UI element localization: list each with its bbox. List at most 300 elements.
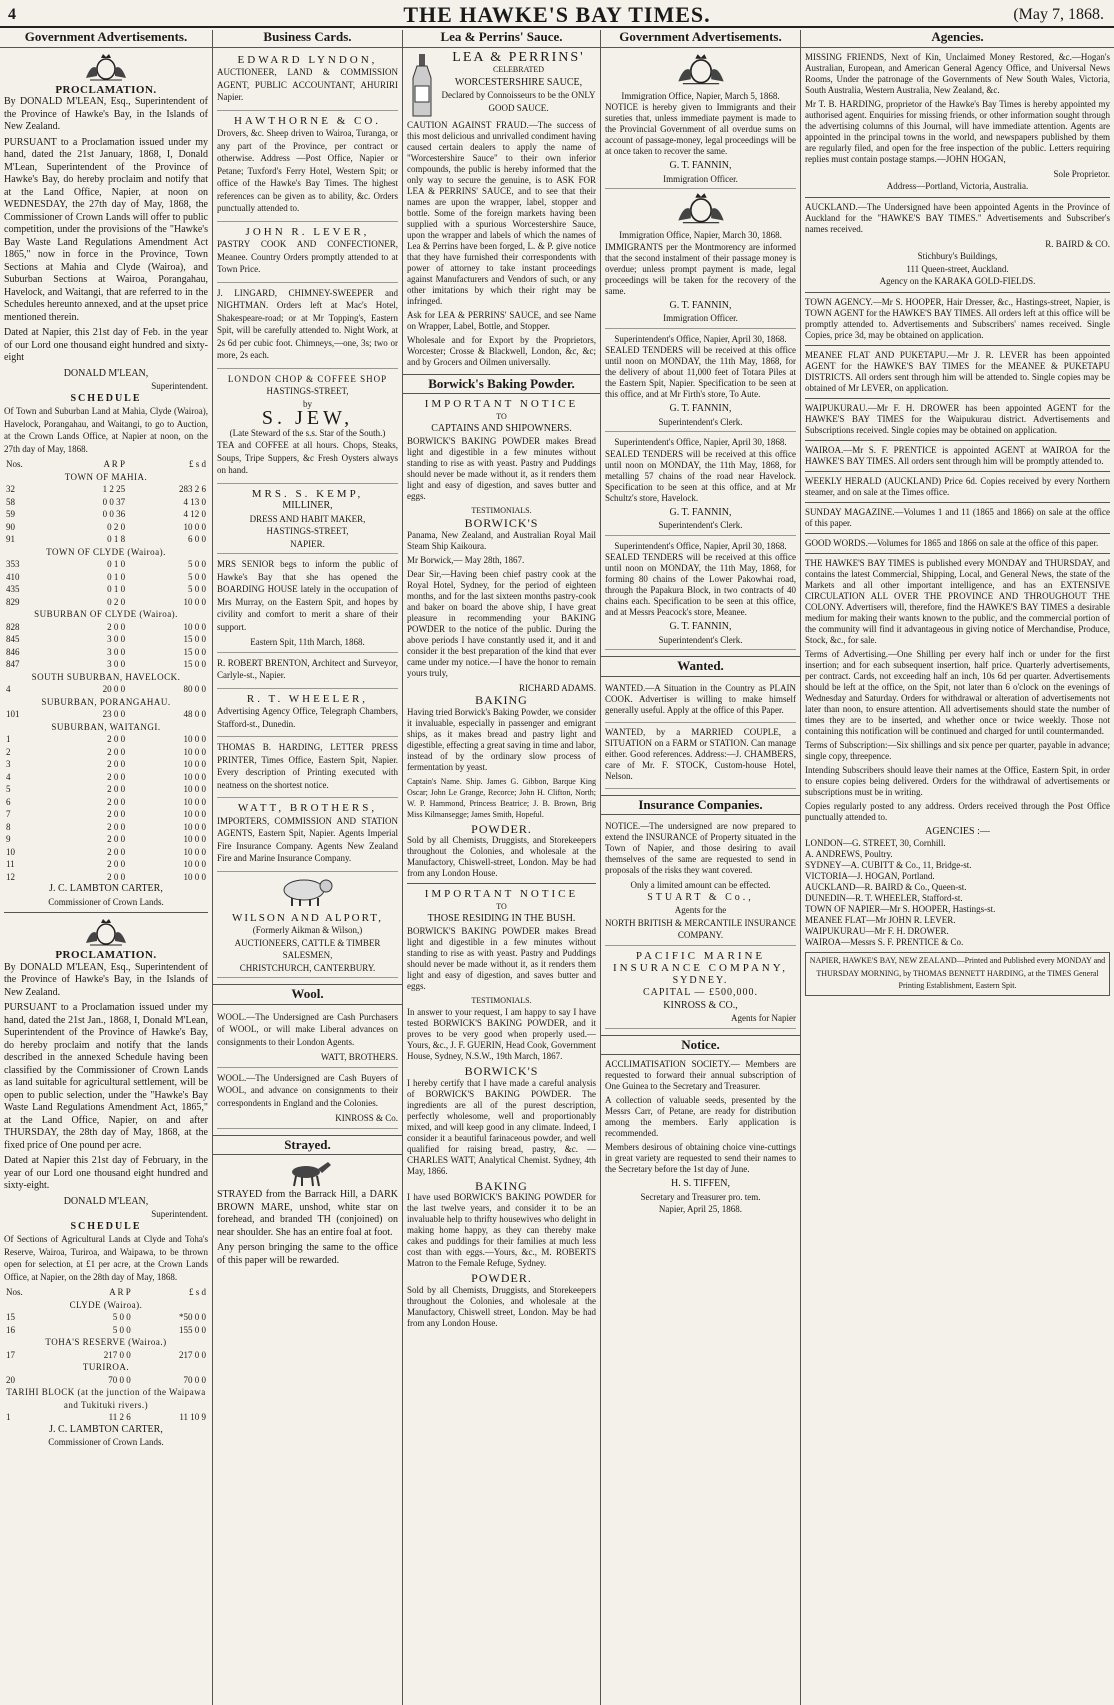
table-cell: 1 2 25 (102, 484, 126, 494)
table-cell: 846 (6, 646, 20, 657)
table-cell: 10 0 0 (183, 821, 206, 832)
section-heading-strayed: Strayed. (213, 1135, 402, 1156)
masthead (0, 0, 1114, 28)
ad-town: SYDNEY. (672, 974, 729, 986)
table-cell: 10 0 0 (183, 784, 206, 794)
table-cell: 1 (6, 1412, 11, 1422)
agency-list-item: WAIROA—Messrs S. F. PRENTICE & Co. (805, 937, 964, 947)
testimonial-title: BORWICK'S (464, 1064, 539, 1078)
table-cell: 11 (6, 859, 15, 869)
notice-signer-title: Immigration Officer. (663, 173, 738, 184)
section-heading-wool: Wool. (213, 984, 402, 1005)
proclamation-title: PROCLAMATION. (55, 949, 157, 961)
testimonial-title: BORWICK'S (464, 516, 539, 530)
table-cell: 0 1 0 (107, 559, 126, 569)
table-cell: 0 1 8 (107, 534, 126, 544)
notice-body: IMMIGRANTS per the Montmorency are informed that the second instalment of their passage money is overdue; unless prompt payment is made, legal proceedings will be taken for the recovery of the same. (605, 241, 796, 296)
ad-signer: STUART & Co., (647, 891, 754, 903)
advertising-terms: Terms of Advertising.—One Shilling per every half inch or under for the first insertion; and for each subsequent insertion, half price. Quarterly advertisements, per contract. Cards, not exceeding half an inch, 10s 6d per quarter. Advertisements should be left at the office, on the Spit, not later than 6 o'clock on the evenings of Wednesday and Saturday. Orders for withdrawal or alteration of advertisements not later than noon, to ensure attention. All advertisements should state the number of times they are to be inserted, and whether once or twice weekly. Those not containing this notification will be continued and charged for until countermanded. (805, 648, 1110, 736)
agency-hogan-detail: Mr T. B. HARDING, proprietor of the Hawke's Bay Times is hereby appointed my authorised agent. Enquiries for missing friends, or other information sought through the advertising columns of this Journal, will have immediate attention. Agents are appointed in the principal towns in the world, and newspapers published by them are regularly filed, and open for the free inspection of the public. Letters requiring replies must contain postage stamps.—JOHN HOGAN, (805, 98, 1110, 164)
column-heading: Government Advertisements. (601, 30, 800, 48)
table-cell: 217 0 0 (103, 1349, 131, 1360)
ad-agents: Agents for Napier (731, 1013, 796, 1023)
table-cell: 0 2 0 (107, 596, 126, 607)
notice-body: SEALED TENDERS will be received at this office until noon on MONDAY, the 11th May, 1868, for forming 80 chains of the Lower Pakowhai road, through the Papakura Block, in two contracts of 40 chains each. Specification to be seen at this office, and at Messrs Peacock's store, Meanee. (605, 552, 796, 617)
ad-lever (217, 224, 398, 283)
notice-place: Immigration Office, Napier, March 30, 1868. (619, 230, 782, 240)
table-row (4, 1349, 208, 1362)
column-government-advertisements-2 (600, 30, 800, 1705)
table-cell: 829 (6, 596, 20, 607)
ad-body: PASTRY COOK AND CONFECTIONER, Meanee. Country Orders promptly attended to at Town Price. (217, 239, 398, 274)
ad-note: (Late Steward of the s.s. Star of the South.) (229, 427, 386, 438)
table-cell: 3 (6, 759, 11, 769)
table-cell: 6 0 0 (188, 534, 206, 544)
ad-body: J. LINGARD, CHIMNEY-SWEEPER and NIGHTMAN. Orders left at Mac's Hotel, Shakespeare-road; or at Mr Topping's, Eastern Spit, will be carefully attended to. Night Work, at 2s 6d per cubic foot. Chimneys,—one, 3s; two or more, 2s each. (217, 287, 398, 360)
table-row (4, 1324, 208, 1337)
subscriber-notice: Intending Subscribers should leave their names at the Office, Eastern Spit, in order to ensure copies being delivered. Orders for the withdrawal of advertisements or subscriptions must be in writing. (805, 764, 1110, 797)
section-heading-borwick: Borwick's Baking Powder. (403, 374, 600, 395)
table-cell: 4 (6, 771, 11, 782)
table-cell: 5 (6, 784, 11, 794)
testimonial-title: POWDER. (471, 1271, 532, 1285)
table-cell: 10 (6, 846, 15, 857)
good-words: GOOD WORDS.—Volumes for 1865 and 1866 on sale at the office of this paper. (805, 537, 1099, 548)
testimonial-body: Sold by all Chemists, Druggists, and Storekeepers throughout the Colonies, and wholesale at the Manufactory, Chiswell-street, London. May be had from any London House. (407, 835, 596, 878)
table-header-cell: £ s d (188, 459, 206, 469)
page-number: 4 (8, 6, 16, 23)
agency-auckland-signer: R. BAIRD & CO. (1045, 238, 1110, 249)
table-cell: 101 (6, 709, 20, 719)
table-group-row (4, 1299, 208, 1312)
commissioner-name: J. C. LAMBTON CARTER, (49, 883, 163, 894)
caution-text: CAUTION AGAINST FRAUD.—The success of this most delicious and unrivalled condiment having caused certain dealers to apply the name of "Worcestershire Sauce" to their own inferior compounds, the public is hereby informed that the only way to secure the genuine, is to ASK FOR LEA & PERRINS' SAUCE, and to see that their names are upon the wrapper, label, stopper and bottle. Some of the foreign markets having been supplied with a spurious Worcestershire Sauce, upon the wrapper and labels of which the names of Lea & Perrins have been forged, L. & P. give notice that they have furnished their correspondents with power of attorney to take instant proceedings against Manufacturers and Vendors of such, or any other imitations by which their right may be infringed. (407, 119, 596, 306)
table-cell: 15 0 0 (183, 634, 206, 644)
product-celebrated: CELEBRATED (492, 65, 545, 74)
table-cell: 10 0 0 (183, 596, 206, 607)
table-row (4, 833, 208, 846)
subscription-terms: Terms of Subscription:—Six shillings and six pence per quarter, payable in advance; single copy, threepence. (805, 739, 1110, 761)
table-group-row (4, 608, 208, 621)
schedule-description: Of Sections of Agricultural Lands at Clyde and Toha's Reserve, Wairoa, Turiroa, and Waipawa, to be thrown open for selection, at £1 per acre, at the Crown Lands Office, at Napier, on the 28th day of May, 1868. (4, 1234, 208, 1282)
ad-town: CHRISTCHURCH, CANTERBURY. (239, 962, 376, 973)
posting-notice: Copies regularly posted to any address. Orders received through the Post Office punctually attended to. (805, 800, 1110, 822)
table-cell: 1 (6, 734, 11, 744)
table-cell: 353 (6, 559, 20, 569)
ad-body: WOOL.—The Undersigned are Cash Buyers of WOOL, and advance on consignments to their correspondents in England and the Colonies. (217, 1072, 398, 1108)
notice-body: SEALED TENDERS will be received at this office until noon on MONDAY, the 11th May, 1868, for the delivery of about 11,000 feet of Totara Piles at the Eastern Spit, Napier. Specification to be seen at this office, and at Mr Firth's store, To Aute. (605, 345, 796, 399)
agency-auckland-address: Stichbury's Buildings, (917, 251, 998, 261)
royal-crest-icon (671, 52, 731, 86)
ad-company: NORTH BRITISH & MERCANTILE INSURANCE COMPANY. (605, 917, 796, 940)
testimonial-body: I hereby certify that I have made a careful analysis of BORWICK'S BAKING POWDER. The ingredients are all of the purest description, perfectly wholesome, well and proportionably mixed, and will keep good in any climate. Indeed, I consider it a beautiful farinaceous powder, and well qualified for raising bread, pastry, &c. —CHARLES WATT, Analytical Chemist. Sydney, 4th May, 1866. (407, 1077, 596, 1176)
column-business-cards (212, 30, 402, 1705)
table-header-row (4, 1286, 208, 1299)
table-cell: 32 (6, 484, 15, 494)
table-cell: 0 0 36 (102, 509, 126, 519)
table-cell: 0 1 0 (107, 571, 126, 582)
ad-body: MRS SENIOR begs to inform the public of Hawke's Bay that she has opened the BOARDING HOUSE lately in the occupation of Mrs Murray, on the Eastern Spit, and hopes by civility and comfort to merit a share of their support. (217, 559, 398, 632)
signer-name: DONALD M'LEAN, (63, 1195, 149, 1207)
table-cell: 70 0 0 (183, 1374, 206, 1385)
table-cell: 8 (6, 821, 11, 832)
ad-name: JOHN R. LEVER, (245, 225, 370, 238)
table-cell: 15 0 0 (183, 646, 206, 657)
table-cell: 5 0 0 (112, 1324, 131, 1335)
table-row (4, 621, 208, 634)
ad-body: WANTED.—A Situation in the Country as PLAIN COOK. Advertiser is willing to make himself generally useful. Apply at the office of this Paper. (605, 682, 796, 715)
section-heading-insurance: Insurance Companies. (601, 795, 800, 816)
table-row (4, 796, 208, 809)
table-group-row (4, 721, 208, 734)
table-cell: 17 (6, 1349, 15, 1360)
agency-list-item: A. ANDREWS, Poultry. (805, 849, 893, 859)
table-group-name: TARIHI BLOCK (at the junction of the Waipawa and Tukituki rivers.) (6, 1387, 206, 1410)
agency-auckland-address: 111 Queen-street, Auckland. (906, 263, 1009, 274)
ad-body: R. ROBERT BRENTON, Architect and Surveyor, Carlyle-st., Napier. (217, 657, 398, 680)
table-cell: 2 0 0 (107, 834, 126, 844)
table-group-row (4, 471, 208, 484)
ad-wanted-couple (605, 725, 796, 789)
table-header-cell: A R P (109, 1287, 131, 1297)
notice-signer-title: Superintendent's Clerk. (658, 416, 743, 427)
column-lea-perrins (402, 30, 600, 1705)
agency-list-item: DUNEDIN—R. T. WHEELER, Stafford-st. (805, 893, 963, 903)
signer-title: Superintendent. (151, 381, 208, 391)
table-group-name: TURIROA. (82, 1362, 130, 1372)
table-row (4, 633, 208, 646)
table-cell: 15 0 0 (183, 659, 206, 669)
ad-senior (217, 556, 398, 653)
table-cell: 4 13 0 (183, 496, 206, 507)
agency-list-item: LONDON—G. STREET, 30, Cornhill. (805, 838, 946, 848)
notice-signer: G. T. FANNIN, (669, 403, 732, 414)
ad-name: MRS. S. KEMP, (251, 487, 364, 500)
signer-title: Superintendent. (151, 1209, 208, 1219)
table-cell: 155 0 0 (179, 1324, 206, 1335)
agency-list-item: TOWN OF NAPIER—Mr S. HOOPER, Hastings-st. (805, 904, 996, 914)
ad-name: PACIFIC MARINE INSURANCE COMPANY, (612, 949, 789, 974)
ad-kemp (217, 486, 398, 555)
table-group-row (4, 671, 208, 684)
ad-wool-watt (217, 1009, 398, 1068)
testimonial-title: BAKING (475, 693, 528, 707)
proclamation-intro: By DONALD M'LEAN, Esq., Superintendent of the Province of Hawke's Bay, in the Islands of New Zealand. (4, 961, 208, 998)
testimonial-title: POWDER. (471, 821, 532, 836)
table-cell: 58 (6, 496, 15, 507)
ad-limited: Only a limited amount can be effected. (630, 880, 771, 890)
proclamation-body: PURSUANT to a Proclamation issued under my hand, dated the 21st Jan., 1868, I, Donald M'Lean, Superintendent of the Province of Hawke's Bay, do hereby proclaim and notify that the lands described in the annexed Schedule having been classified by the Commissioner of Crown Lands as land suitable for agricultural settlement, will be open to public selection, under the "Hawke's Bay Waste Land Regulations Amendment Act, 1865," at the Land Office, Napier, on and after THURSDAY, the 28th day of May, 1868, at the fixed price of One pound per acre. (4, 1002, 208, 1151)
ad-body: IMPORTERS, COMMISSION AND STATION AGENTS, Eastern Spit, Napier. Agents Imperial Fire Insurance Company. Agents New Zealand Fire and Marine Insurance Company. (217, 815, 398, 863)
schedule-title: SCHEDULE (70, 1220, 142, 1232)
ad-by: by (303, 398, 312, 409)
table-cell: 2 0 0 (107, 796, 126, 807)
ad-signer: WATT, BROTHERS. (320, 1052, 398, 1062)
table-row (4, 758, 208, 771)
table-cell: 70 0 0 (108, 1374, 131, 1385)
sheep-illustration-icon (268, 874, 348, 908)
agency-list-item: MEANEE FLAT—Mr JOHN R. LEVER. (805, 915, 956, 925)
table-header-cell: £ s d (188, 1287, 206, 1297)
table-cell: 410 (6, 571, 20, 582)
ad-title: LONDON CHOP & COFFEE SHOP (227, 373, 388, 384)
ad-body: WOOL.—The Undersigned are Cash Purchasers of WOOL, or will make Liberal advances on consignments to their London Agents. (217, 1011, 398, 1047)
agricultural-schedule-table (4, 1286, 208, 1424)
ad-wheeler (217, 691, 398, 738)
testimonial-signer: RICHARD ADAMS. (518, 682, 596, 693)
testimonial-body: Having tried Borwick's Baking Powder, we consider it invaluable, especially in passenger and emigrant ships, as it makes bread and pastry light and digestible, effecting a great saving in time and labor, instead of by the ordinary slow process of fermentation by yeast. (407, 706, 596, 772)
table-group-name: SUBURBAN, WAITANGI. (51, 721, 161, 732)
table-cell: 2 0 0 (107, 771, 126, 782)
column-heading: Business Cards. (213, 30, 402, 48)
table-cell: 0 1 0 (107, 584, 126, 594)
table-cell: 2 0 0 (107, 621, 126, 632)
table-row (4, 558, 208, 571)
agency-hogan-address: Address—Portland, Victoria, Australia. (886, 181, 1029, 191)
table-cell: 10 0 0 (183, 834, 206, 844)
ad-trade: AUCTIONEERS, CATTLE & TIMBER SALESMEN, (234, 937, 381, 960)
table-cell: 10 0 0 (183, 734, 206, 744)
section-heading-wanted: Wanted. (601, 656, 800, 677)
table-row (4, 596, 208, 609)
table-cell: 2 0 0 (107, 784, 126, 794)
table-header-row (4, 458, 208, 471)
table-group-row (4, 546, 208, 559)
product-name: LEA & PERRINS' (452, 51, 585, 65)
table-cell: 90 (6, 521, 15, 532)
table-row (4, 846, 208, 859)
table-row (4, 746, 208, 759)
agency-list-item: WAIPUKURAU—Mr F. H. DROWER. (805, 926, 949, 936)
agency-goldfields: Agency on the KARAKA GOLD-FIELDS. (879, 276, 1036, 286)
table-cell: 10 0 0 (183, 859, 206, 869)
ad-body: TEA and COFFEE at all hours. Chops, Steaks, Soups, Tripe Suppers, &c Fresh Oysters always on hand. (217, 440, 398, 475)
agency-meanee: MEANEE FLAT AND PUKETAPU.—Mr J. R. LEVER has been appointed AGENT for the HAWKE'S BAY TIMES for the MEANEE & PUKETAPU DISTRICTS. All orders sent through him will be attended to. Single copies may be obtained of Mr LEVER, on application. (805, 349, 1110, 393)
ad-town: NAPIER. (290, 538, 325, 549)
table-row (4, 521, 208, 534)
table-cell: 10 0 0 (183, 621, 206, 632)
schedule-title: SCHEDULE (70, 392, 142, 404)
table-row (4, 771, 208, 784)
agency-list-item: AUCKLAND—R. BAIRD & Co., Queen-st. (805, 882, 967, 892)
ad-name: WATT, BROTHERS, (237, 802, 378, 814)
notice-immigration-2 (605, 227, 796, 329)
table-row (4, 1374, 208, 1387)
testimonial-ship: Panama, New Zealand, and Australian Royal Mail Steam Ship Kaikoura. (407, 529, 596, 551)
ad-signer: KINROSS & Co. (335, 1113, 398, 1123)
agency-list-item: SYDNEY—A. CUBITT & Co., 11, Bridge-st. (805, 860, 972, 870)
sunday-magazine: SUNDAY MAGAZINE.—Volumes 1 and 11 (1865 and 1866) on sale at the office of this paper. (805, 506, 1110, 528)
table-row (4, 533, 208, 546)
table-cell: 10 0 0 (183, 809, 206, 819)
notice-to: TO (496, 411, 507, 421)
table-group-name: SUBURBAN, PORANGAHAU. (41, 696, 171, 707)
ad-north-british (605, 819, 796, 946)
column-heading: Government Advertisements. (0, 30, 212, 48)
ad-street: HASTINGS-STREET, (266, 386, 349, 396)
proclamation-body: PURSUANT to a Proclamation issued under my hand, dated the 21st January, 1868, I, Donald M'Lean, Superintendent of the Province of Hawke's Bay, do hereby proclaim and notify that at the Land Office, Napier, at noon on WEDNESDAY, the 27th day of May, 1868, the Commissioner of Crown Lands will offer to public competition, under the provisions of the "Hawke's Bay Waste Land Regulations Amendment Act 1865," now in force in the Province, Town Sections at Mahia and Clyde (Wairoa), and Suburban Sections at Wairoa, Porangahau, Havelock, and Waitangi, that are referred to in the Schedules hereunto annexed, and at the upset price mentioned therein. (4, 136, 208, 323)
table-group-row (4, 1386, 208, 1411)
notice-place: Immigration Office, Napier, March 5, 1868. (621, 90, 780, 101)
ad-body: Drovers, &c. Sheep driven to Wairoa, Turanga, or any part of the Province, per contract or otherwise. Address —Post Office, Napier or Petane; Tuxford's Ferry Hotel, Western Spit; or office of the Hawke's Bay Times. The highest references can be given as to ability, &c. Orders punctually attended to. (217, 128, 398, 213)
table-cell: 11 10 9 (179, 1412, 206, 1422)
notice-tender-3 (605, 538, 796, 651)
commissioner-title: Commissioner of Crown Lands. (48, 896, 164, 907)
strayed-body: STRAYED from the Barrack Hill, a DARK BROWN MARE, unshod, white star on forehead, and branded TH (conjoined) on near shoulder. She has an entire foal at foot. (217, 1189, 398, 1238)
notice-tender-2 (605, 434, 796, 536)
ad-street: HASTINGS-STREET, (266, 526, 349, 536)
table-cell: 847 (6, 659, 20, 669)
notice-signer: G. T. FANNIN, (669, 160, 732, 171)
column-heading: Lea & Perrins' Sauce. (403, 30, 600, 48)
ad-wilson-alport (217, 910, 398, 979)
table-cell: 10 0 0 (183, 759, 206, 769)
table-cell: 12 (6, 871, 15, 882)
signer-name: DONALD M'LEAN, (63, 367, 149, 379)
table-cell: 16 (6, 1324, 15, 1335)
notice-signer: G. T. FANNIN, (669, 299, 732, 311)
table-cell: 217 0 0 (179, 1349, 206, 1360)
table-cell: 2 0 0 (107, 809, 126, 819)
agencies-title: AGENCIES :— (925, 825, 990, 837)
wholesale-text: Wholesale and for Export by the Proprietors, Worcester; Crosse & Blackwell, London, &c, &c; and by Grocers and Oilmen universally. (407, 334, 596, 367)
testimonial-body: In answer to your request, I am happy to say I have tested BORWICK'S BAKING POWDER, and it proves to be very good when properly used.—Yours, &c., J. F. GUERIN, Head Cook, Government House, Sydney, N.S.W., 19th March, 1867. (407, 1007, 596, 1061)
ad-body: Advertising Agency Office, Telegraph Chambers, Stafford-st., Dunedin. (217, 706, 398, 729)
table-cell: 91 (6, 534, 15, 544)
table-cell: 2 0 0 (107, 746, 126, 757)
table-cell: 5 0 0 (188, 559, 206, 569)
section-heading-notice: Notice. (601, 1035, 800, 1056)
table-group-name: CLYDE (Wairoa). (69, 1299, 143, 1310)
ad-harding (217, 739, 398, 798)
table-cell: 80 0 0 (183, 684, 206, 694)
notice-tender-1 (605, 331, 796, 433)
table-cell: 2 0 0 (107, 846, 126, 857)
column-heading: Agencies. (801, 30, 1114, 48)
table-row (4, 821, 208, 834)
notice-signer-title: Superintendent's Clerk. (658, 634, 743, 645)
table-cell: 3 0 0 (107, 634, 126, 644)
notice-to: TO (496, 901, 507, 911)
ad-name: EDWARD LYNDON, (237, 53, 378, 66)
testimonial-body: I have used BORWICK'S BAKING POWDER for the last twelve years, and consider it to be an invaluable help to thrifty housewives who delight in making home happy, as they can thereby make cakes and puddings for their families at much less cost than with eggs.—Yours, &c., M. ROBERTS Matron to the Female Refuge, Sydney. (407, 1192, 596, 1268)
ad-body: WANTED, by a MARRIED COUPLE, a SITUATION on a FARM or STATION. Can manage either. Good references. Address:—J. CHAMBERS, care of Mr. F. STOCK, Custom-house Hotel, Nelson. (605, 726, 796, 781)
table-cell: 0 0 37 (102, 496, 126, 507)
ad-watt (217, 800, 398, 872)
proclamation-intro: By DONALD M'LEAN, Esq., Superintendent of the Province of Hawke's Bay, in the Islands of New Zealand. (4, 96, 208, 132)
table-cell: 10 0 0 (183, 771, 206, 782)
ad-name: WILSON AND ALPORT, (232, 911, 383, 924)
testimonial-body: Dear Sir,—Having been chief pastry cook at the Royal Hotel, Sydney, for the period of eighteen months, and for the last sixteen months pastry-cook and baker on board the above ship, I have great pleasure in recommending your BAKING POWDER to the notice of the public. During the above periods I have constantly used it, and it and consider it the best preparation of the kind that ever came under my notice.—I have the honor to remain yours truly, (407, 568, 596, 678)
ad-capital: CAPITAL — £500,000. (642, 987, 759, 998)
issue-date: (May 7, 1868. (1013, 6, 1104, 23)
notice-immigration-1 (605, 88, 796, 190)
table-row (4, 708, 208, 721)
table-row (4, 646, 208, 659)
table-cell: 59 (6, 509, 15, 519)
testimonial-body: Sold by all Chemists, Druggists, and Storekeepers throughout the Colonies, and wholesale at the Manufactory, Chiswell street, London. May be had from any London House. (407, 1284, 596, 1328)
ad-brenton (217, 655, 398, 689)
table-cell: 20 0 0 (102, 684, 126, 694)
acclimatisation-signer: H. S. TIFFEN, (671, 1178, 730, 1189)
sauce-bottle-icon (407, 52, 437, 120)
ad-agents: Agents for the (674, 905, 727, 915)
ad-hawthorne (217, 113, 398, 222)
ad-former: (Formerly Aikman & Wilson,) (252, 925, 363, 935)
table-group-row (4, 1336, 208, 1349)
agency-list-item: VICTORIA—J. HOGAN, Portland. (805, 871, 935, 881)
notice-body: BORWICK'S BAKING POWDER makes Bread light and digestible in a few minutes without standing to rise as with yeast. Pastry and Puddings should never be made without it, as it renders them light and easy of digestion, and saves butter and eggs. (407, 925, 596, 991)
table-group-name: TOWN OF MAHIA. (64, 471, 148, 482)
proclamation-dated: Dated at Napier, this 21st day of Feb. in the year of our Lord one thousand eight hundred and sixty-eight (4, 327, 208, 363)
notice-signer: G. T. FANNIN, (669, 506, 732, 518)
acclimatisation-place: Napier, April 25, 1868. (658, 1204, 743, 1214)
agency-hogan-title: Sole Proprietor. (1053, 168, 1110, 179)
table-row (4, 733, 208, 746)
strayed-reward: Any person bringing the same to the office of this paper will be rewarded. (217, 1242, 398, 1266)
commissioner-title: Commissioner of Crown Lands. (48, 1437, 164, 1447)
ad-wanted-cook (605, 681, 796, 723)
table-cell: 2 0 0 (107, 759, 126, 769)
testimonial-salute: Mr Borwick,— May 28th, 1867. (407, 554, 525, 565)
table-cell: 0 2 0 (107, 521, 126, 532)
table-row (4, 483, 208, 496)
table-cell: 435 (6, 584, 20, 594)
royal-crest-icon (82, 917, 130, 947)
table-cell: 20 (6, 1374, 15, 1385)
product-declared: Declared by Connoisseurs to be the ONLY GOOD SAUCE. (441, 90, 596, 113)
testimonials-label: TESTIMONIALS. (471, 505, 532, 515)
horse-illustration-icon (278, 1159, 338, 1187)
table-cell: 2 0 0 (107, 859, 126, 869)
table-cell: 3 0 0 (107, 659, 126, 669)
table-cell: 2 (6, 746, 11, 757)
agency-hogan: MISSING FRIENDS, Next of Kin, Unclaimed Money Restored, &c.—Hogan's Australian, European, and American General Agency Office, and Universal News Rooms, Under the patronage of the Governments of New South Wales, Victoria, South Australia, Western Australia, New Zealand, &c. (805, 51, 1110, 95)
notice-subtitle: CAPTAINS AND SHIPOWNERS. (431, 423, 572, 434)
notice-place: Superintendent's Office, Napier, April 30, 1868. (614, 333, 787, 344)
ad-chop-house (217, 371, 398, 484)
ad-signer: KINROSS & CO., (663, 999, 738, 1011)
ad-body: NOTICE.—The undersigned are now prepared to extend the INSURANCE of Property situated in the Town of Napier, and those desiring to avail themselves of the same are requested to send in proposals of the risks they want covered. (605, 821, 796, 875)
ad-trade: MILLINER, (282, 500, 333, 511)
table-cell: 828 (6, 621, 20, 632)
ad-pacific-marine (605, 948, 796, 1029)
table-cell: 5 0 0 (188, 571, 206, 582)
table-cell: 845 (6, 634, 20, 644)
product-type: WORCESTERSHIRE SAUCE, (454, 76, 583, 88)
testimonial-title: BAKING (475, 1178, 528, 1193)
table-group-name: SUBURBAN OF CLYDE (Wairoa). (34, 609, 178, 619)
testimonials-label: TESTIMONIALS. (471, 995, 532, 1005)
table-row (4, 683, 208, 696)
notice-body: NOTICE is hereby given to Immigrants and their sureties that, unless immediate payment is made to the Provincial Government of all overdue sums on account of passage-money, legal proceedings will be at once taken to recover the same. (605, 102, 796, 156)
agencies-list (805, 838, 1110, 948)
weekly-herald: WEEKLY HERALD (AUCKLAND) Price 6d. Copies received by every Northern steamer, and on sale at the Times office. (805, 475, 1110, 497)
table-cell: 10 0 0 (183, 796, 206, 807)
proclamation-title: PROCLAMATION. (55, 83, 157, 96)
agency-town: TOWN AGENCY.—Mr S. HOOPER, Hair Dresser, &c., Hastings-street, Napier, is TOWN AGENT for the HAWKE'S BAY TIMES. All orders left at this office will be promptly attended to. Advertisements and Subscribers' names received. Single Copies, price 3d, may be obtained on application. (805, 296, 1110, 340)
ad-owner: S. JEW, (261, 407, 354, 429)
table-row (4, 1411, 208, 1424)
table-cell: 4 (6, 684, 11, 694)
table-header-cell: A R P (103, 459, 126, 469)
table-cell: 5 0 0 (188, 584, 206, 594)
agency-auckland: AUCKLAND.—The Undersigned have been appointed Agents in the Province of Auckland for the "HAWKE'S BAY TIMES." Advertisements and Subscriber's names received. (805, 201, 1110, 234)
table-cell: 4 12 0 (183, 509, 206, 519)
ad-lingard (217, 285, 398, 369)
table-cell: 48 0 0 (183, 709, 206, 719)
notice-body: SEALED TENDERS will be received at this office until noon on MONDAY, the 11th May, 1868, for metalling 57 chains of the road near Havelock. Specification to be seen at this office, and at Mr Schultz's store, Havelock. (605, 448, 796, 503)
